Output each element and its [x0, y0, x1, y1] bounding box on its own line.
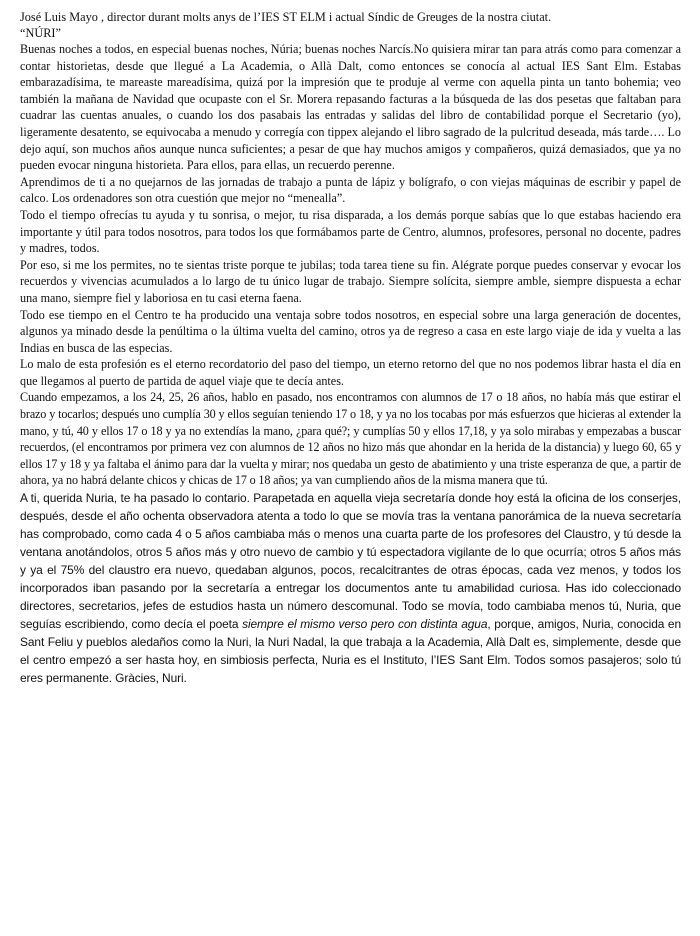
paragraph-closing	[20, 489, 681, 687]
paragraph-ages: Cuando empezamos, a los 24, 25, 26 años, hablo en pasado, nos encontramos con alumnos de 17 o 18 años, no había más que estirar el brazo y tocarlos; después uno cumplía 30 y ellos seguían teniendo 17 o 18, y ya no los tocabas por más esfuerzos que hicieras al extender la mano, y tú, 40 y ellos 17 o 18 y ya no extendías la mano, ¿para qué?; y cumplías 50 y ellos 17,18, y ya solo mirabas y empezabas a buscar recuerdos, (el encontramos por primera vez con alumnos de 12 años no hizo más que ahondar en la herida de la distancia) y luego 60, 65 y ellos 17 y 18 y ya faltaba el ánimo para dar la vuelta y mirar; nos quedaba un gesto de abatimiento y una triste esperanza de que, a partir de ahora, ya no habrá delante chicos y chicas de 17 o 18 años; ya van cumpliendo años de la misma manera que tú.	[20, 390, 681, 488]
closing-italic-quote: siempre el mismo verso pero con distinta agua	[242, 617, 488, 632]
speech-title: “NÚRI”	[20, 25, 61, 40]
paragraph-opening: Buenas noches a todos, en especial buenas noches, Núria; buenas noches Narcís.No quisiera mirar tan para atrás como para comenzar a contar historietas, desde que llegué a La Academia, o Allà Dalt, como entonces se conocía al actual IES Sant Elm. Estabas embarazadísima, te mareaste mareadísima, quizá por la impresión que te produje al verme con aquella pinta un tanto bohemia; veo también la mañana de Navidad que ocupaste con el Sr. Morera repasando facturas a la búsqueda de las dos pesetas que faltaban para cuadrar las cuentas anuales, o cuando los dos pasabais las entradas y salidas del libro de contabilidad porque el Secretario (yo), ligeramente desatento, se equivocaba a menudo y corregía con tippex alejando el libro sagrado de la pulcritud deseada, más tarde…. Lo dejo aquí, son muchos años aunque nunca suficientes; a pesar de que hay muchos amigos y compañeros, quizá demasiados, que ya no pueden evocar ninguna historieta. Para ellos, para ellas, un recuerdo perenne.	[20, 42, 681, 173]
paragraph-retirement: Por eso, si me los permites, no te sientas triste porque te jubilas; toda tarea tiene su fin. Alégrate porque puedes conservar y evocar los recuerdos y vivencias acumulados a lo largo de tu único lugar de trabajo. Siempre solícita, siempre amble, siempre dispuesta a echar una mano, siempre fiel y laboriosa en tu casi eterna faena.	[20, 257, 681, 305]
paragraph-help: Todo el tiempo ofrecías tu ayuda y tu sonrisa, o mejor, tu risa disparada, a los demás porque sabías que lo que estabas haciendo era importante y útil para todos nosotros, para todos los que formábamos parte de Centro, alumnos, profesores, personal no docente, padres y madres, todos.	[20, 207, 681, 256]
closing-text-part-1: A ti, querida Nuria, te ha pasado lo contario. Parapetada en aquella vieja secretaría donde hoy está la oficina de los conserjes, después, desde el año ochenta observadora atenta a todo lo que se movía tras la ventana panorámica de la nueva secretaría has comprobado, como cada 4 o 5 años cambiaba más o menos una cuarta parte de los profesores del Claustro, y tú desde la ventana anotándolos, otros 5 años más y otro nuevo de cambio y tú espectadora vigilante de lo que ocurría; otros 5 años más y ya el 75% del claustro era nuevo, quedaban algunos, pocos, recalcitrantes de otras épocas, cada vez menos, y todos los incorporados iban pasando por la secretaría a entregar los documentos ante tu amabilidad curiosa. Has ido coleccionado directores, secretarios, jefes de estudios hasta un número descomunal. Todo se movía, todo cambiaba menos tú, Nuria, que seguías escribiendo, como decía el poeta	[20, 491, 681, 632]
author-header: José Luis Mayo , director durant molts anys de l’IES ST ELM i actual Síndic de Greuges de la nostra ciutat.	[20, 10, 552, 24]
closing-text-part-2: , porque, amigos, Nuria, conocida en Sant Feliu y pueblos aledaños como la Nuri, la Nuri Nadal, la que trabaja a la Academia, Allà Dalt es, simplemente, desde que el centro empezó a ser hasta hoy, en simbiosis perfecta, Nuria es el Instituto, l’IES Sant Elm. Todos somos pasajeros; solo tú eres permanente. Gràcies, Nuri.	[20, 617, 681, 686]
paragraph-learned: Aprendimos de ti a no quejarnos de las jornadas de trabajo a punta de lápiz y bolígrafo, o con viejas máquinas de escribir y papel de calco. Los ordenadores son otra cuestión que mejor no “menealla”.	[20, 174, 681, 206]
paragraph-advantage: Todo ese tiempo en el Centro te ha producido una ventaja sobre todos nosotros, en especial sobre una larga generación de docentes, algunos ya minado desde la penúltima o la última vuelta del camino, otros ya de regreso a casa en este largo viaje de ida y vuelta a las Indias en busca de las especias.	[20, 307, 681, 355]
paragraph-profession: Lo malo de esta profesión es el eterno recordatorio del paso del tiempo, un eterno retorno del que no nos podemos librar hasta el día en que llegamos al puerto de partida de aquel viaje que te decía antes.	[20, 357, 681, 388]
